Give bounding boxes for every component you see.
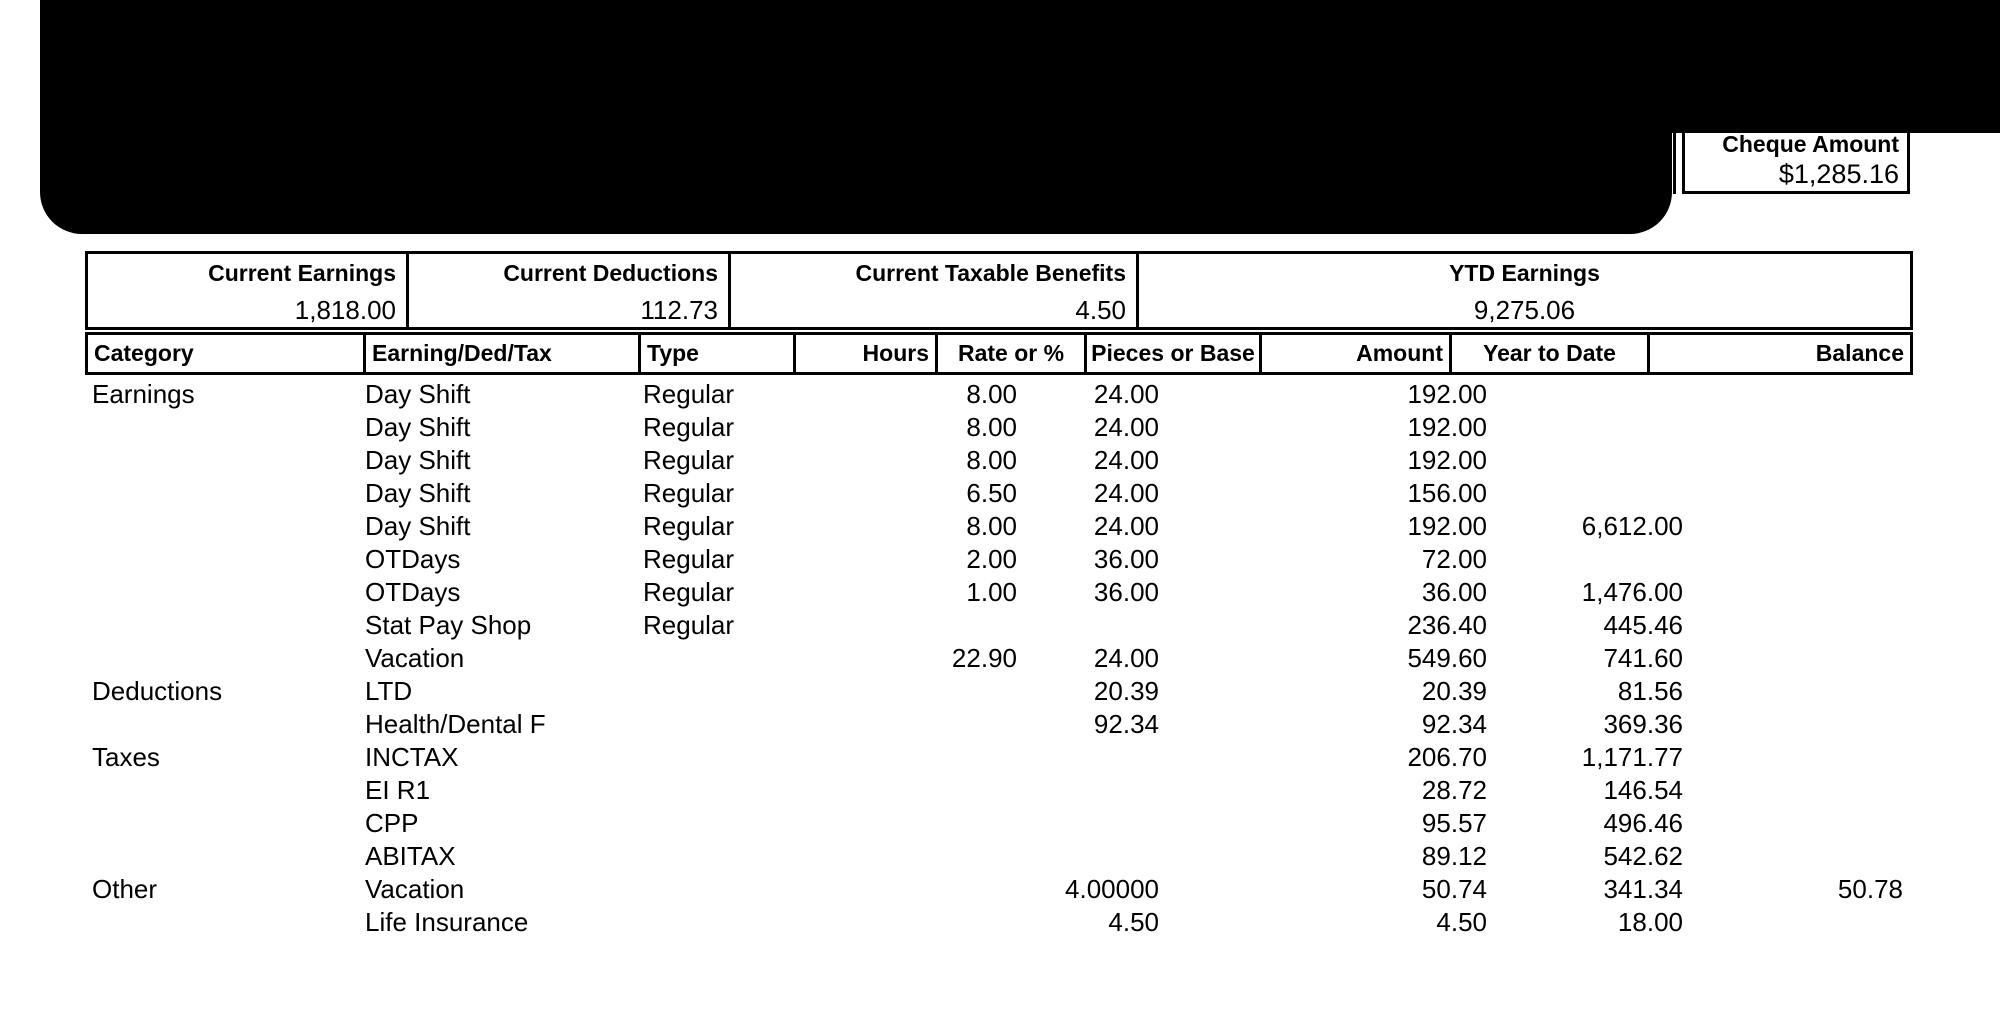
rate-cell: 24.00 [1093, 445, 1159, 475]
table-row [85, 609, 1913, 642]
table-row [85, 576, 1913, 609]
amount-cell: 192.00 [1407, 412, 1487, 442]
earning-ded-tax-cell: ABITAX [365, 841, 456, 871]
current-deductions-cell [406, 254, 728, 327]
hours-cell: 8.00 [966, 511, 1017, 541]
header-type: Type [638, 335, 793, 372]
earning-ded-tax-cell: EI R1 [365, 775, 431, 805]
year-to-date-cell: 6,612.00 [1581, 511, 1683, 541]
year-to-date-cell: 741.60 [1603, 643, 1683, 673]
table-row [85, 708, 1913, 741]
year-to-date-cell: 146.54 [1603, 775, 1683, 805]
amount-cell: 89.12 [1421, 841, 1487, 871]
header-category: Category [94, 340, 194, 366]
table-header [85, 332, 1913, 375]
table-row [85, 675, 1913, 708]
current-taxable-benefits-cell [728, 254, 1136, 327]
current-earnings-cell [88, 254, 406, 327]
year-to-date-cell: 1,171.77 [1581, 742, 1683, 772]
rate-cell: 24.00 [1093, 412, 1159, 442]
ytd-earnings-value: 9,275.06 [1473, 295, 1576, 325]
earning-ded-tax-cell: Day Shift [365, 379, 471, 409]
table-row [85, 510, 1913, 543]
hours-cell: 22.90 [951, 643, 1017, 673]
type-cell: Regular [643, 478, 735, 508]
cheque-amount-value: $1,285.16 [1778, 159, 1899, 189]
type-cell: Regular [643, 544, 735, 574]
amount-cell: 95.57 [1421, 808, 1487, 838]
hours-cell: 2.00 [966, 544, 1017, 574]
ytd-earnings-cell [1136, 254, 1910, 327]
table-row [85, 906, 1913, 939]
year-to-date-cell: 341.34 [1603, 874, 1683, 904]
rate-cell: 24.00 [1093, 478, 1159, 508]
amount-cell: 192.00 [1407, 445, 1487, 475]
table-row [85, 807, 1913, 840]
earning-ded-tax-cell: Vacation [365, 643, 465, 673]
ytd-earnings-label: YTD Earnings [1449, 260, 1600, 286]
header-hours: Hours [793, 335, 935, 372]
table-row [85, 543, 1913, 576]
type-cell: Regular [643, 379, 735, 409]
table-row [85, 477, 1913, 510]
amount-cell: 92.34 [1421, 709, 1487, 739]
table-row [85, 411, 1913, 444]
category-cell: Earnings [92, 379, 195, 409]
redaction-block [40, 0, 1672, 234]
table-row [85, 444, 1913, 477]
amount-cell: 4.50 [1436, 907, 1487, 937]
earning-ded-tax-cell: Health/Dental F [365, 709, 546, 739]
rate-cell: 4.00000 [1065, 874, 1159, 904]
year-to-date-cell: 369.36 [1603, 709, 1683, 739]
rate-cell: 36.00 [1093, 544, 1159, 574]
hours-cell: 6.50 [966, 478, 1017, 508]
earning-ded-tax-cell: LTD [365, 676, 413, 706]
earnings-table-body [85, 378, 1913, 939]
amount-cell: 28.72 [1421, 775, 1487, 805]
table-row [85, 378, 1913, 411]
type-cell: Regular [643, 511, 735, 541]
rate-cell: 24.00 [1093, 643, 1159, 673]
earning-ded-tax-cell: Day Shift [365, 478, 471, 508]
header-amount: Amount [1259, 335, 1449, 372]
earning-ded-tax-cell: Vacation [365, 874, 465, 904]
amount-cell: 192.00 [1407, 511, 1487, 541]
table-row [85, 741, 1913, 774]
current-earnings-label: Current Earnings [208, 260, 396, 286]
current-deductions-label: Current Deductions [503, 260, 718, 286]
rate-cell: 24.00 [1093, 511, 1159, 541]
year-to-date-cell: 445.46 [1603, 610, 1683, 640]
header-earning-ded-tax: Earning/Ded/Tax [363, 335, 638, 372]
header-balance: Balance [1647, 335, 1910, 372]
table-row [85, 840, 1913, 873]
amount-cell: 206.70 [1407, 742, 1487, 772]
amount-cell: 236.40 [1407, 610, 1487, 640]
earning-ded-tax-cell: Day Shift [365, 511, 471, 541]
earning-ded-tax-cell: INCTAX [365, 742, 459, 772]
amount-cell: 20.39 [1421, 676, 1487, 706]
rate-cell: 24.00 [1093, 379, 1159, 409]
table-row [85, 873, 1913, 906]
header-year-to-date: Year to Date [1449, 335, 1647, 372]
summary-box [85, 251, 1913, 330]
hours-cell: 8.00 [966, 379, 1017, 409]
hours-cell: 1.00 [966, 577, 1017, 607]
earning-ded-tax-cell: CPP [365, 808, 419, 838]
cheque-amount-box [1682, 130, 1910, 194]
rate-cell: 4.50 [1108, 907, 1159, 937]
amount-cell: 549.60 [1407, 643, 1487, 673]
rate-cell: 92.34 [1093, 709, 1159, 739]
amount-cell: 192.00 [1407, 379, 1487, 409]
earning-ded-tax-cell: Life Insurance [365, 907, 529, 937]
cheque-amount-label: Cheque Amount [1722, 131, 1899, 157]
type-cell: Regular [643, 445, 735, 475]
balance-cell: 50.78 [1837, 874, 1903, 904]
category-cell: Other [92, 874, 158, 904]
rate-cell: 20.39 [1093, 676, 1159, 706]
amount-cell: 156.00 [1407, 478, 1487, 508]
header-rate: Rate or % [935, 335, 1084, 372]
type-cell: Regular [643, 412, 735, 442]
earning-ded-tax-cell: Stat Pay Shop [365, 610, 532, 640]
amount-cell: 50.74 [1421, 874, 1487, 904]
current-earnings-value: 1,818.00 [294, 295, 396, 325]
type-cell: Regular [643, 610, 735, 640]
year-to-date-cell: 542.62 [1603, 841, 1683, 871]
current-deductions-value: 112.73 [640, 295, 718, 325]
earning-ded-tax-cell: Day Shift [365, 445, 471, 475]
table-row [85, 642, 1913, 675]
year-to-date-cell: 81.56 [1617, 676, 1683, 706]
type-cell: Regular [643, 577, 735, 607]
current-taxable-benefits-value: 4.50 [1075, 295, 1126, 325]
amount-cell: 72.00 [1421, 544, 1487, 574]
current-taxable-benefits-label: Current Taxable Benefits [855, 260, 1126, 286]
earning-ded-tax-cell: OTDays [365, 544, 461, 574]
earning-ded-tax-cell: OTDays [365, 577, 461, 607]
earning-ded-tax-cell: Day Shift [365, 412, 471, 442]
amount-cell: 36.00 [1421, 577, 1487, 607]
year-to-date-cell: 18.00 [1617, 907, 1683, 937]
year-to-date-cell: 496.46 [1603, 808, 1683, 838]
header-pieces-or-base: Pieces or Base [1084, 335, 1259, 372]
table-row [85, 774, 1913, 807]
hours-cell: 8.00 [966, 412, 1017, 442]
year-to-date-cell: 1,476.00 [1581, 577, 1683, 607]
category-cell: Taxes [92, 742, 160, 772]
hours-cell: 8.00 [966, 445, 1017, 475]
category-cell: Deductions [92, 676, 223, 706]
rate-cell: 36.00 [1093, 577, 1159, 607]
